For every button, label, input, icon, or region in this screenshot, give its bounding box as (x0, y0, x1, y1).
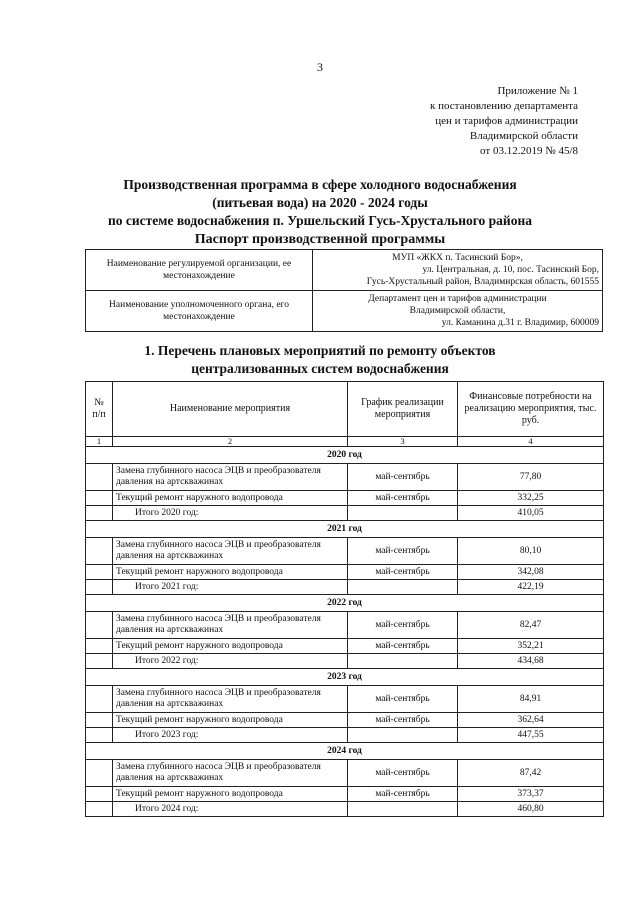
table-row (86, 565, 604, 580)
table-row (86, 787, 604, 802)
column-numbers-row (86, 437, 604, 447)
row-number (86, 760, 113, 787)
year-label: 2022 год (86, 595, 604, 612)
measure-amount: 332,25 (458, 491, 604, 506)
row-number (86, 580, 113, 595)
measure-amount: 362,64 (458, 713, 604, 728)
row-number (86, 654, 113, 669)
passport-label: Наименование регулируемой организации, ее местонахождение (86, 250, 313, 291)
measure-schedule: май-сентябрь (348, 713, 458, 728)
total-row (86, 580, 604, 595)
column-number: 4 (458, 437, 604, 447)
table-row (86, 686, 604, 713)
measure-schedule: май-сентябрь (348, 787, 458, 802)
year-row (86, 669, 604, 686)
passport-value (313, 250, 603, 291)
row-number (86, 506, 113, 521)
section-title-line: 1. Перечень плановых мероприятий по ремонту объектов (144, 343, 496, 358)
measure-name: Текущий ремонт наружного водопровода (113, 565, 348, 580)
total-amount: 410,05 (458, 506, 604, 521)
row-number (86, 728, 113, 743)
total-amount: 434,68 (458, 654, 604, 669)
measure-schedule: май-сентябрь (348, 491, 458, 506)
total-row (86, 802, 604, 817)
title-line: по системе водоснабжения п. Уршельский Гусь-Хрустального района (108, 213, 532, 228)
passport-label: Наименование уполномоченного органа, его местонахождение (86, 291, 313, 332)
row-number (86, 802, 113, 817)
table-row (86, 760, 604, 787)
title-line: Производственная программа в сфере холодного водоснабжения (123, 177, 517, 192)
year-label: 2020 год (86, 447, 604, 464)
passport-value-line: Департамент цен и тарифов администрации (368, 294, 547, 304)
measure-amount: 77,80 (458, 464, 604, 491)
column-number: 1 (86, 437, 113, 447)
row-number (86, 686, 113, 713)
table-row (86, 464, 604, 491)
column-number: 3 (348, 437, 458, 447)
measure-amount: 84,91 (458, 686, 604, 713)
measure-schedule: май-сентябрь (348, 612, 458, 639)
total-label: Итого 2020 год: (113, 506, 348, 521)
header-amount: Финансовые потребности на реализацию мероприятия, тыс. руб. (458, 382, 604, 437)
measure-schedule: май-сентябрь (348, 538, 458, 565)
total-label: Итого 2024 год: (113, 802, 348, 817)
passport-value-line: ул. Каманина д.31 г. Владимир, 600009 (441, 318, 599, 328)
total-label: Итого 2022 год: (113, 654, 348, 669)
measure-amount: 342,08 (458, 565, 604, 580)
row-number (86, 565, 113, 580)
measure-name: Замена глубинного насоса ЭЦВ и преобразователя давления на артскважинах (113, 760, 348, 787)
measure-amount: 352,21 (458, 639, 604, 654)
measure-name: Текущий ремонт наружного водопровода (113, 713, 348, 728)
measure-name: Текущий ремонт наружного водопровода (113, 787, 348, 802)
total-label: Итого 2021 год: (113, 580, 348, 595)
year-label: 2024 год (86, 743, 604, 760)
total-schedule (348, 802, 458, 817)
passport-value-line: Владимирской области, (409, 306, 506, 316)
table-row (86, 612, 604, 639)
measure-amount: 80,10 (458, 538, 604, 565)
passport-value-line: Гусь-Хрустальный район, Владимирская область, 601555 (366, 277, 599, 287)
total-row (86, 728, 604, 743)
appendix-line: Приложение № 1 (497, 85, 578, 97)
measure-amount: 373,37 (458, 787, 604, 802)
total-row (86, 506, 604, 521)
total-schedule (348, 580, 458, 595)
table-row (86, 491, 604, 506)
header-schedule: График реализации мероприятия (348, 382, 458, 437)
year-row (86, 521, 604, 538)
appendix-line: Владимирской области (469, 130, 578, 142)
page-number: 3 (317, 60, 323, 74)
total-schedule (348, 654, 458, 669)
measure-amount: 82,47 (458, 612, 604, 639)
measure-schedule: май-сентябрь (348, 565, 458, 580)
year-row (86, 743, 604, 760)
measure-schedule: май-сентябрь (348, 760, 458, 787)
column-number: 2 (113, 437, 348, 447)
appendix-line: к постановлению департамента (430, 100, 578, 112)
total-schedule (348, 728, 458, 743)
row-number (86, 713, 113, 728)
measure-name: Замена глубинного насоса ЭЦВ и преобразователя давления на артскважинах (113, 612, 348, 639)
measure-name: Замена глубинного насоса ЭЦВ и преобразователя давления на артскважинах (113, 464, 348, 491)
passport-value (313, 291, 603, 332)
row-number (86, 538, 113, 565)
measure-name: Замена глубинного насоса ЭЦВ и преобразователя давления на артскважинах (113, 538, 348, 565)
total-schedule (348, 506, 458, 521)
document-title (0, 176, 640, 230)
header-name: Наименование мероприятия (113, 382, 348, 437)
measure-amount: 87,42 (458, 760, 604, 787)
measure-schedule: май-сентябрь (348, 639, 458, 654)
passport-value-line: МУП «ЖКХ п. Тасинский Бор», (392, 253, 523, 263)
year-label: 2021 год (86, 521, 604, 538)
appendix-line: от 03.12.2019 № 45/8 (480, 145, 578, 157)
year-row (86, 447, 604, 464)
table-row (86, 639, 604, 654)
measure-name: Текущий ремонт наружного водопровода (113, 491, 348, 506)
measure-name: Замена глубинного насоса ЭЦВ и преобразователя давления на артскважинах (113, 686, 348, 713)
passport-row (86, 291, 603, 332)
passport-row (86, 250, 603, 291)
header-number: № п/п (86, 382, 113, 437)
measures-table (85, 381, 604, 817)
passport-table (85, 249, 603, 332)
appendix-line: цен и тарифов администрации (435, 115, 578, 127)
year-label: 2023 год (86, 669, 604, 686)
total-amount: 447,55 (458, 728, 604, 743)
row-number (86, 639, 113, 654)
table-header-row (86, 382, 604, 437)
row-number (86, 464, 113, 491)
total-amount: 460,80 (458, 802, 604, 817)
table-row (86, 538, 604, 565)
total-label: Итого 2023 год: (113, 728, 348, 743)
passport-heading: Паспорт производственной программы (194, 232, 446, 247)
section-title (0, 342, 640, 378)
measure-name: Текущий ремонт наружного водопровода (113, 639, 348, 654)
title-line: (питьевая вода) на 2020 - 2024 годы (212, 195, 428, 210)
section-title-line: централизованных систем водоснабжения (191, 361, 449, 376)
row-number (86, 491, 113, 506)
passport-value-line: ул. Центральная, д. 10, пос. Тасинский Бор, (422, 265, 599, 275)
year-row (86, 595, 604, 612)
total-amount: 422,19 (458, 580, 604, 595)
total-row (86, 654, 604, 669)
measure-schedule: май-сентябрь (348, 686, 458, 713)
appendix-block (348, 84, 578, 159)
row-number (86, 612, 113, 639)
table-row (86, 713, 604, 728)
row-number (86, 787, 113, 802)
measure-schedule: май-сентябрь (348, 464, 458, 491)
